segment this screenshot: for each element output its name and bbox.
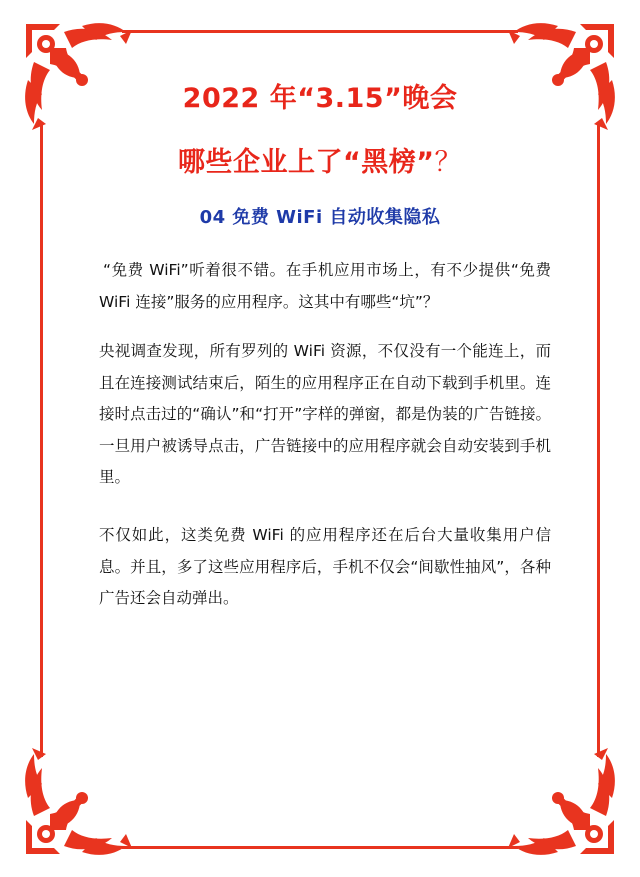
frame-line-bottom <box>122 846 518 849</box>
subtitle-question-mark: ？ <box>434 147 462 178</box>
page-title: 2022 年“3.15”晚会 <box>182 83 458 114</box>
paragraph-2: 央视调查发现，所有罗列的 WiFi 资源，不仅没有一个能连上，而且在连接测试结束后，陌生的应用程序正在自动下载到手机里。连接时点击过的“确认”和“打开”字样的弹窗，都是伪装的广告链接。一旦用户被诱导点击，广告链接中的应用程序就会自动安装到手机里。 <box>99 342 551 486</box>
page-subtitle <box>0 140 640 179</box>
paragraph-3: 不仅如此，这类免费 WiFi 的应用程序还在后台大量收集用户信息。并且，多了这些应用程序后，手机不仅会“间歇性抽风”，各种广告还会自动弹出。 <box>99 526 551 607</box>
frame-line-top <box>122 30 518 33</box>
subtitle-text: 哪些企业上了“黑榜” <box>178 147 435 178</box>
corner-ornament-bottom-right <box>508 748 620 860</box>
paragraph-1: “免费 WiFi”听着很不错。在手机应用市场上，有不少提供“免费 WiFi 连接”服务的应用程序。这其中有哪些“坑”？ <box>99 261 551 311</box>
section-heading: 04 免费 WiFi 自动收集隐私 <box>199 207 441 228</box>
corner-ornament-bottom-left <box>20 748 132 860</box>
